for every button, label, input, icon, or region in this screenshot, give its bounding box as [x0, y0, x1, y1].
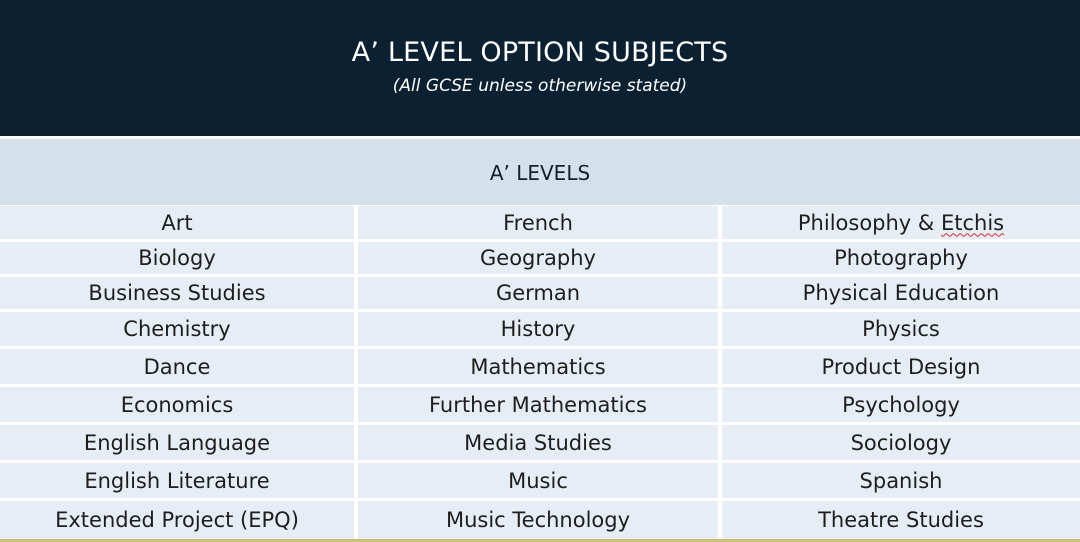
subject-cell: Biology	[138, 246, 216, 270]
table-row	[0, 277, 1080, 309]
subject-text: Philosophy &	[797, 210, 941, 235]
subject-cell: Physical Education	[802, 281, 1000, 305]
subject-cell: Mathematics	[470, 354, 606, 379]
section-label: A’ LEVELS	[489, 161, 591, 185]
subject-cell: Music Technology	[445, 508, 631, 532]
table-row	[0, 425, 1080, 460]
header-banner	[0, 0, 1080, 136]
subject-cell: Extended Project (EPQ)	[55, 508, 299, 532]
subject-cell: Art	[161, 210, 193, 235]
subject-cell: German	[495, 281, 581, 305]
table-row	[0, 349, 1080, 384]
section-header	[0, 136, 1080, 205]
subject-cell: Chemistry	[123, 317, 231, 341]
table-row	[0, 206, 1080, 239]
subject-cell: Business Studies	[88, 281, 266, 305]
subject-cell: Sociology	[850, 430, 952, 455]
subject-cell: Physics	[862, 317, 940, 341]
page-subtitle: (All GCSE unless otherwise stated)	[392, 76, 688, 96]
subject-cell: Spanish	[859, 468, 943, 493]
subject-cell: Economics	[120, 392, 234, 417]
misspelled-word: Etchis	[940, 210, 1005, 235]
subject-cell: Further Mathematics	[429, 392, 647, 417]
table-row	[0, 501, 1080, 539]
subjects-table	[0, 205, 1080, 539]
subject-cell: French	[503, 210, 573, 235]
subject-cell: Dance	[143, 354, 211, 379]
table-row	[0, 242, 1080, 274]
table-row	[0, 387, 1080, 422]
page-title: A’ LEVEL OPTION SUBJECTS	[351, 37, 729, 68]
subject-cell: Music	[508, 468, 568, 493]
subject-cell: Media Studies	[464, 430, 612, 455]
subject-cell: Photography	[834, 246, 968, 270]
subject-cell	[722, 206, 1080, 239]
subject-cell: Theatre Studies	[818, 508, 984, 532]
subject-cell: Product Design	[821, 354, 981, 379]
table-row	[0, 463, 1080, 498]
subject-cell: English Language	[83, 430, 271, 455]
table-row	[0, 312, 1080, 346]
subject-cell: Geography	[480, 246, 596, 270]
subject-cell: History	[500, 317, 576, 341]
subject-cell: Psychology	[842, 392, 960, 417]
subject-cell: English Literature	[84, 468, 270, 493]
